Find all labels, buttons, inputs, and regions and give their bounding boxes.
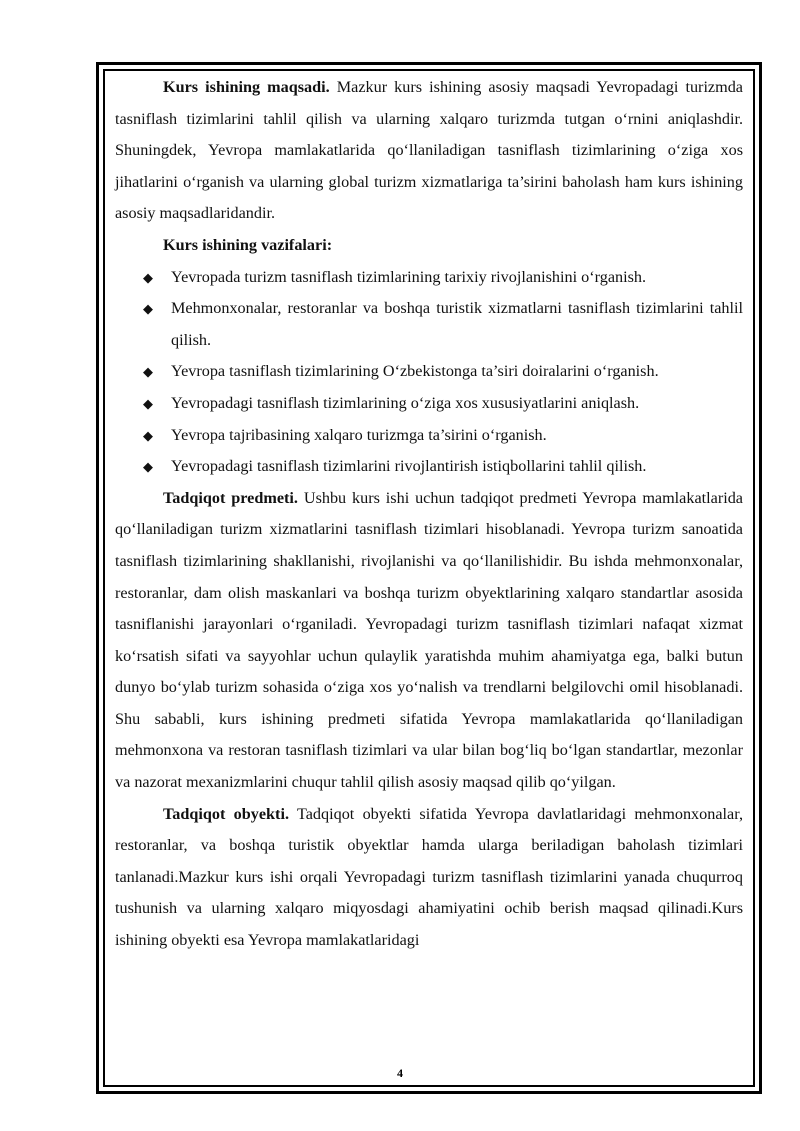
diamond-bullet-icon: ◆ bbox=[143, 459, 153, 475]
page-number: 4 bbox=[397, 1066, 403, 1080]
goal-paragraph bbox=[115, 72, 743, 230]
subject-text: Ushbu kurs ishi uchun tadqiqot predmeti Yevropa mamlakatlarida qo‘llaniladigan turizm xizmatlarini tasniflash tizimlari hisoblanadi. Yevropa turizm sanoatida tasniflash tizimlarining shakllanishi, rivojlanishi va qo‘llanilishidir. Bu ishda mehmonxonalar, restoranlar, dam olish maskanlari va boshqa turizm obyektlarining xalqaro standartlar asosida tasniflanishi jarayonlari o‘rganiladi. Yevropadagi turizm tasniflash tizimlari nafaqat xizmat ko‘rsatish sifati va sayyohlar uchun qulaylik yaratishda muhim ahamiyatga ega, balki butun dunyo bo‘ylab turizm sohasida o‘ziga xos yo‘nalish va trendlarni belgilovchi omil hisoblanadi. Shu sababli, kurs ishining predmeti sifatida Yevropa mamlakatlarida qo‘llaniladigan mehmonxona va restoran tasniflash tizimlari va ular bilan bog‘liq bo‘lgan standartlar, mezonlar va nazorat mexanizmlarini chuqur tahlil qilish asosiy maqsad qilib qo‘yilgan. bbox=[115, 488, 743, 792]
goal-heading: Kurs ishining maqsadi. bbox=[163, 78, 330, 96]
list-item: ◆ Yevropa tasniflash tizimlarining O‘zbekistonga ta’siri doiralarini o‘rganish. bbox=[115, 356, 743, 388]
diamond-bullet-icon: ◆ bbox=[143, 269, 153, 285]
tasks-list bbox=[115, 262, 743, 483]
diamond-bullet-icon: ◆ bbox=[143, 301, 153, 317]
object-paragraph bbox=[115, 799, 743, 957]
list-item: ◆ Yevropadagi tasniflash tizimlarining o‘ziga xos xususiyatlarini aniqlash. bbox=[115, 388, 743, 420]
object-text: Tadqiqot obyekti sifatida Yevropa davlatlaridagi mehmonxonalar, restoranlar, va boshqa turistik obyektlar hamda ularga beriladigan baholash tizimlari tanlanadi.Mazkur kurs ishi orqali Yevropadagi turizm tasniflash tizimlarini yanada chuqurroq tushunish va ularning xalqaro miqyosdagi ahamiyatini ochib berish maqsad qilinadi.Kurs ishining obyekti esa Yevropa mamlakatlaridagi bbox=[115, 804, 743, 950]
list-item: ◆ Yevropa tajribasining xalqaro turizmga ta’sirini o‘rganish. bbox=[115, 420, 743, 452]
list-item: ◆ Yevropada turizm tasniflash tizimlarining tarixiy rivojlanishini o‘rganish. bbox=[115, 262, 743, 294]
tasks-heading: Kurs ishining vazifalari: bbox=[163, 235, 333, 254]
list-item: ◆ Yevropadagi tasniflash tizimlarini rivojlantirish istiqbollarini tahlil qilish. bbox=[115, 451, 743, 483]
document-body bbox=[115, 72, 743, 957]
goal-text: Mazkur kurs ishining asosiy maqsadi Yevropadagi turizmda tasniflash tizimlarini tahlil qilish va ularning xalqaro turizmda tutgan o‘rnini aniqlashdir. Shuningdek, Yevropa mamlakatlarida qo‘llaniladigan tasniflash tizimlarining o‘ziga xos jihatlarini o‘rganish va ularning global turizm xizmatlariga ta’sirini baholash ham kurs ishining asosiy maqsadlaridandir. bbox=[115, 78, 743, 223]
object-heading: Tadqiqot obyekti. bbox=[163, 804, 289, 823]
diamond-bullet-icon: ◆ bbox=[143, 395, 153, 411]
list-item: ◆ Mehmonxonalar, restoranlar va boshqa turistik xizmatlarni tasniflash tizimlarini tahlil qilish. bbox=[115, 293, 743, 356]
diamond-bullet-icon: ◆ bbox=[143, 427, 153, 443]
diamond-bullet-icon: ◆ bbox=[143, 364, 153, 380]
subject-heading: Tadqiqot predmeti. bbox=[163, 488, 298, 507]
subject-paragraph bbox=[115, 483, 743, 799]
